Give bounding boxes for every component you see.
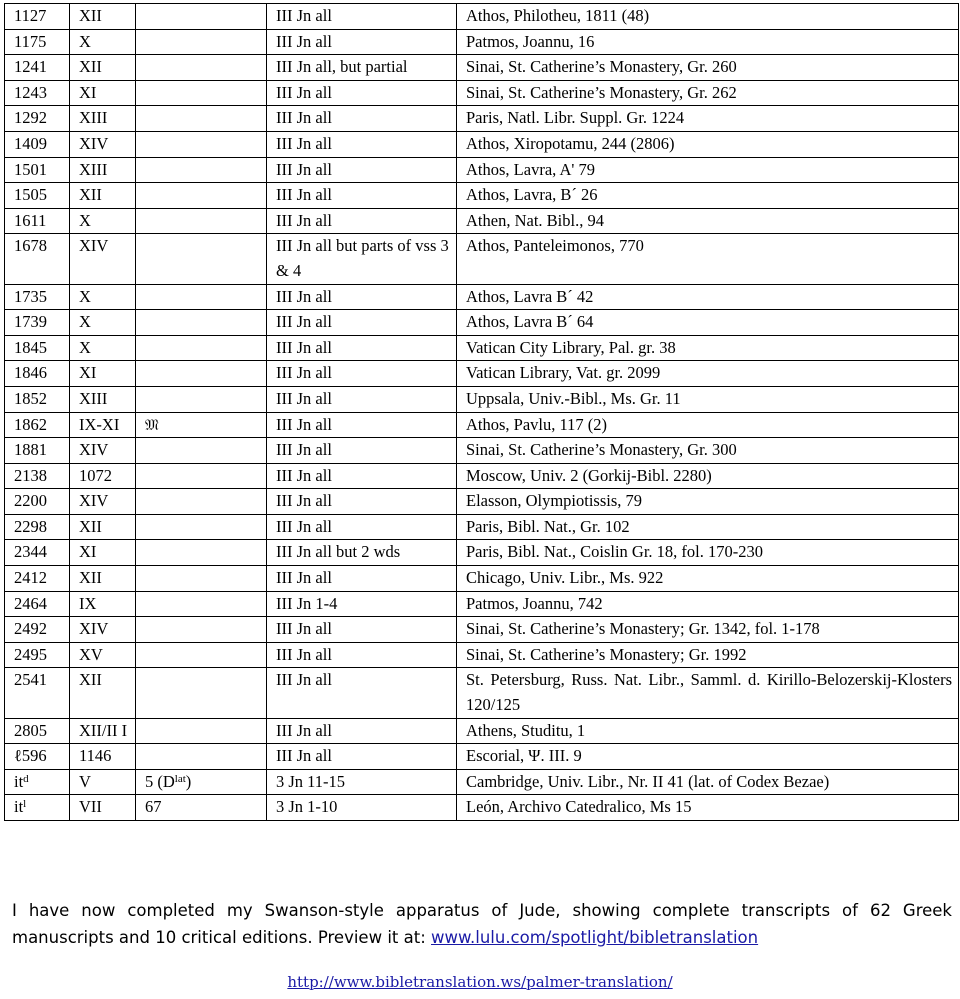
century-cell: IX	[70, 591, 136, 617]
content-cell: III Jn all	[267, 642, 457, 668]
location-cell: Cambridge, Univ. Libr., Nr. II 41 (lat. of Codex Bezae)	[457, 769, 959, 795]
century-cell: XIII	[70, 386, 136, 412]
table-row	[5, 438, 959, 464]
century-cell: XIII	[70, 106, 136, 132]
location-cell: Athos, Lavra, B´ 26	[457, 183, 959, 209]
ms-cell: 2344	[5, 540, 70, 566]
ms-cell: $it^d$	[5, 769, 70, 795]
ms-cell: 2138	[5, 463, 70, 489]
content-cell: III Jn all	[267, 208, 457, 234]
table-row	[5, 489, 959, 515]
location-cell: Sinai, St. Catherine’s Monastery, Gr. 300	[457, 438, 959, 464]
ms-cell: 1501	[5, 157, 70, 183]
ms-cell: 2200	[5, 489, 70, 515]
mark-cell	[136, 80, 267, 106]
content-cell: III Jn all	[267, 361, 457, 387]
ms-cell: 1846	[5, 361, 70, 387]
century-cell: XIV	[70, 234, 136, 284]
ms-cell: 1739	[5, 310, 70, 336]
content-cell: III Jn all	[267, 284, 457, 310]
century-cell: XIV	[70, 131, 136, 157]
mark-cell	[136, 55, 267, 81]
table-row	[5, 106, 959, 132]
century-cell: XII	[70, 668, 136, 718]
table-row	[5, 769, 959, 795]
location-cell: Vatican City Library, Pal. gr. 38	[457, 335, 959, 361]
mark-cell	[136, 438, 267, 464]
note-text: I have now completed my Swanson-style apparatus of Jude, showing complete transcripts of 62 Greek manuscripts and 10 critical editions. Preview it at:	[12, 901, 952, 947]
mark-cell	[136, 29, 267, 55]
table-row	[5, 131, 959, 157]
ms-cell: 1845	[5, 335, 70, 361]
ms-cell: 1852	[5, 386, 70, 412]
location-cell: Athos, Philotheu, 1811 (48)	[457, 4, 959, 30]
mark-cell	[136, 4, 267, 30]
location-cell: Athos, Pavlu, 117 (2)	[457, 412, 959, 438]
ms-cell: 1243	[5, 80, 70, 106]
table-row	[5, 4, 959, 30]
mark-cell	[136, 718, 267, 744]
mark-cell	[136, 234, 267, 284]
content-cell: 3 Jn 11-15	[267, 769, 457, 795]
content-cell: III Jn all	[267, 131, 457, 157]
mark-cell	[136, 335, 267, 361]
table-row	[5, 718, 959, 744]
content-cell: III Jn all	[267, 514, 457, 540]
content-cell: III Jn all, but partial	[267, 55, 457, 81]
century-cell: 1146	[70, 744, 136, 770]
mark-cell	[136, 668, 267, 718]
century-cell: X	[70, 310, 136, 336]
content-cell: III Jn all	[267, 310, 457, 336]
table-row	[5, 183, 959, 209]
mark-cell	[136, 183, 267, 209]
table-row	[5, 514, 959, 540]
century-cell: XI	[70, 80, 136, 106]
content-cell: III Jn all	[267, 29, 457, 55]
content-cell: III Jn all but parts of vss 3 & 4	[267, 234, 457, 284]
mark-cell	[136, 744, 267, 770]
content-cell: III Jn all	[267, 335, 457, 361]
location-cell: Paris, Natl. Libr. Suppl. Gr. 1224	[457, 106, 959, 132]
announcement-note	[12, 897, 952, 951]
location-cell: Paris, Bibl. Nat., Gr. 102	[457, 514, 959, 540]
table-row	[5, 744, 959, 770]
ms-cell: 2541	[5, 668, 70, 718]
location-cell: Sinai, St. Catherine’s Monastery, Gr. 260	[457, 55, 959, 81]
table-row	[5, 361, 959, 387]
century-cell: XIV	[70, 617, 136, 643]
ms-cell: 2464	[5, 591, 70, 617]
location-cell: Athos, Panteleimonos, 770	[457, 234, 959, 284]
location-cell: Athen, Nat. Bibl., 94	[457, 208, 959, 234]
content-cell: III Jn 1-4	[267, 591, 457, 617]
table-row	[5, 208, 959, 234]
mark-cell	[136, 208, 267, 234]
content-cell: 3 Jn 1-10	[267, 795, 457, 821]
location-cell: Athos, Lavra, A' 79	[457, 157, 959, 183]
content-cell: III Jn all	[267, 744, 457, 770]
content-cell: III Jn all	[267, 80, 457, 106]
ms-cell: 1409	[5, 131, 70, 157]
location-cell: Patmos, Joannu, 742	[457, 591, 959, 617]
ms-cell: 1611	[5, 208, 70, 234]
mark-cell	[136, 386, 267, 412]
ms-cell: 1241	[5, 55, 70, 81]
century-cell: X	[70, 29, 136, 55]
content-cell: III Jn all	[267, 412, 457, 438]
content-cell: III Jn all	[267, 489, 457, 515]
location-cell: Patmos, Joannu, 16	[457, 29, 959, 55]
table-row	[5, 157, 959, 183]
century-cell: VII	[70, 795, 136, 821]
ms-cell: 2805	[5, 718, 70, 744]
table-row	[5, 591, 959, 617]
table-row	[5, 29, 959, 55]
location-cell: Athos, Lavra B´ 42	[457, 284, 959, 310]
location-cell: Moscow, Univ. 2 (Gorkij-Bibl. 2280)	[457, 463, 959, 489]
mark-cell	[136, 310, 267, 336]
mark-cell	[136, 106, 267, 132]
century-cell: X	[70, 208, 136, 234]
ms-cell: 1175	[5, 29, 70, 55]
century-cell: V	[70, 769, 136, 795]
mark-cell	[136, 284, 267, 310]
mark-cell	[136, 566, 267, 592]
location-cell: Escorial, Ψ. III. 9	[457, 744, 959, 770]
location-cell: St. Petersburg, Russ. Nat. Libr., Samml. d. Kirillo-Belozerskij-Klosters 120/125	[457, 668, 959, 718]
content-cell: III Jn all	[267, 386, 457, 412]
table-row	[5, 642, 959, 668]
ms-cell: 1881	[5, 438, 70, 464]
table-row	[5, 795, 959, 821]
content-cell: III Jn all but 2 wds	[267, 540, 457, 566]
century-cell: X	[70, 335, 136, 361]
ms-cell: 1292	[5, 106, 70, 132]
mark-cell	[136, 540, 267, 566]
century-cell: X	[70, 284, 136, 310]
century-cell: XII	[70, 566, 136, 592]
location-cell: Paris, Bibl. Nat., Coislin Gr. 18, fol. 170-230	[457, 540, 959, 566]
century-cell: XI	[70, 540, 136, 566]
century-cell: 1072	[70, 463, 136, 489]
century-cell: XII	[70, 55, 136, 81]
ms-cell: 2298	[5, 514, 70, 540]
ms-cell: 2495	[5, 642, 70, 668]
table-row	[5, 386, 959, 412]
mark-cell: 67	[136, 795, 267, 821]
mark-cell	[136, 157, 267, 183]
century-cell: XIV	[70, 438, 136, 464]
mark-cell	[136, 489, 267, 515]
location-cell: Sinai, St. Catherine’s Monastery, Gr. 262	[457, 80, 959, 106]
location-cell: Sinai, St. Catherine’s Monastery; Gr. 1342, fol. 1-178	[457, 617, 959, 643]
location-cell: Uppsala, Univ.-Bibl., Ms. Gr. 11	[457, 386, 959, 412]
table-row	[5, 55, 959, 81]
century-cell: XV	[70, 642, 136, 668]
mark-cell	[136, 131, 267, 157]
content-cell: III Jn all	[267, 463, 457, 489]
ms-cell: 2492	[5, 617, 70, 643]
ms-cell: ℓ596	[5, 744, 70, 770]
ms-cell: 1862	[5, 412, 70, 438]
lulu-link[interactable]: www.lulu.com/spotlight/bibletranslation	[431, 928, 759, 947]
location-cell: Vatican Library, Vat. gr. 2099	[457, 361, 959, 387]
location-cell: Sinai, St. Catherine’s Monastery; Gr. 1992	[457, 642, 959, 668]
ms-cell: 1505	[5, 183, 70, 209]
location-cell: Athos, Xiropotamu, 244 (2806)	[457, 131, 959, 157]
mark-cell: 𝔐	[136, 412, 267, 438]
table-row	[5, 310, 959, 336]
table-row	[5, 80, 959, 106]
location-cell: León, Archivo Catedralico, Ms 15	[457, 795, 959, 821]
content-cell: III Jn all	[267, 566, 457, 592]
manuscript-table-body	[5, 4, 959, 821]
table-row	[5, 463, 959, 489]
table-row	[5, 234, 959, 284]
mark-cell: 5 $(D^{lat})$	[136, 769, 267, 795]
location-cell: Elasson, Olympiotissis, 79	[457, 489, 959, 515]
table-row	[5, 617, 959, 643]
page-footer	[0, 973, 960, 991]
mark-cell	[136, 617, 267, 643]
century-cell: XII/II I	[70, 718, 136, 744]
footer-link[interactable]: http://www.bibletranslation.ws/palmer-translation/	[287, 973, 673, 991]
content-cell: III Jn all	[267, 718, 457, 744]
mark-cell	[136, 361, 267, 387]
content-cell: III Jn all	[267, 617, 457, 643]
ms-cell: 1678	[5, 234, 70, 284]
mark-cell	[136, 591, 267, 617]
ms-cell: 1127	[5, 4, 70, 30]
table-row	[5, 335, 959, 361]
table-row	[5, 566, 959, 592]
century-cell: XII	[70, 514, 136, 540]
mark-cell	[136, 642, 267, 668]
manuscript-table	[4, 3, 959, 821]
century-cell: XIII	[70, 157, 136, 183]
content-cell: III Jn all	[267, 668, 457, 718]
century-cell: XII	[70, 4, 136, 30]
location-cell: Chicago, Univ. Libr., Ms. 922	[457, 566, 959, 592]
content-cell: III Jn all	[267, 106, 457, 132]
century-cell: IX-XI	[70, 412, 136, 438]
table-row	[5, 412, 959, 438]
content-cell: III Jn all	[267, 183, 457, 209]
mark-cell	[136, 514, 267, 540]
ms-cell: 1735	[5, 284, 70, 310]
ms-cell: $it^l$	[5, 795, 70, 821]
location-cell: Athos, Lavra B´ 64	[457, 310, 959, 336]
content-cell: III Jn all	[267, 438, 457, 464]
content-cell: III Jn all	[267, 157, 457, 183]
table-row	[5, 284, 959, 310]
century-cell: XII	[70, 183, 136, 209]
century-cell: XIV	[70, 489, 136, 515]
location-cell: Athens, Studitu, 1	[457, 718, 959, 744]
ms-cell: 2412	[5, 566, 70, 592]
century-cell: XI	[70, 361, 136, 387]
table-row	[5, 668, 959, 718]
table-row	[5, 540, 959, 566]
content-cell: III Jn all	[267, 4, 457, 30]
mark-cell	[136, 463, 267, 489]
